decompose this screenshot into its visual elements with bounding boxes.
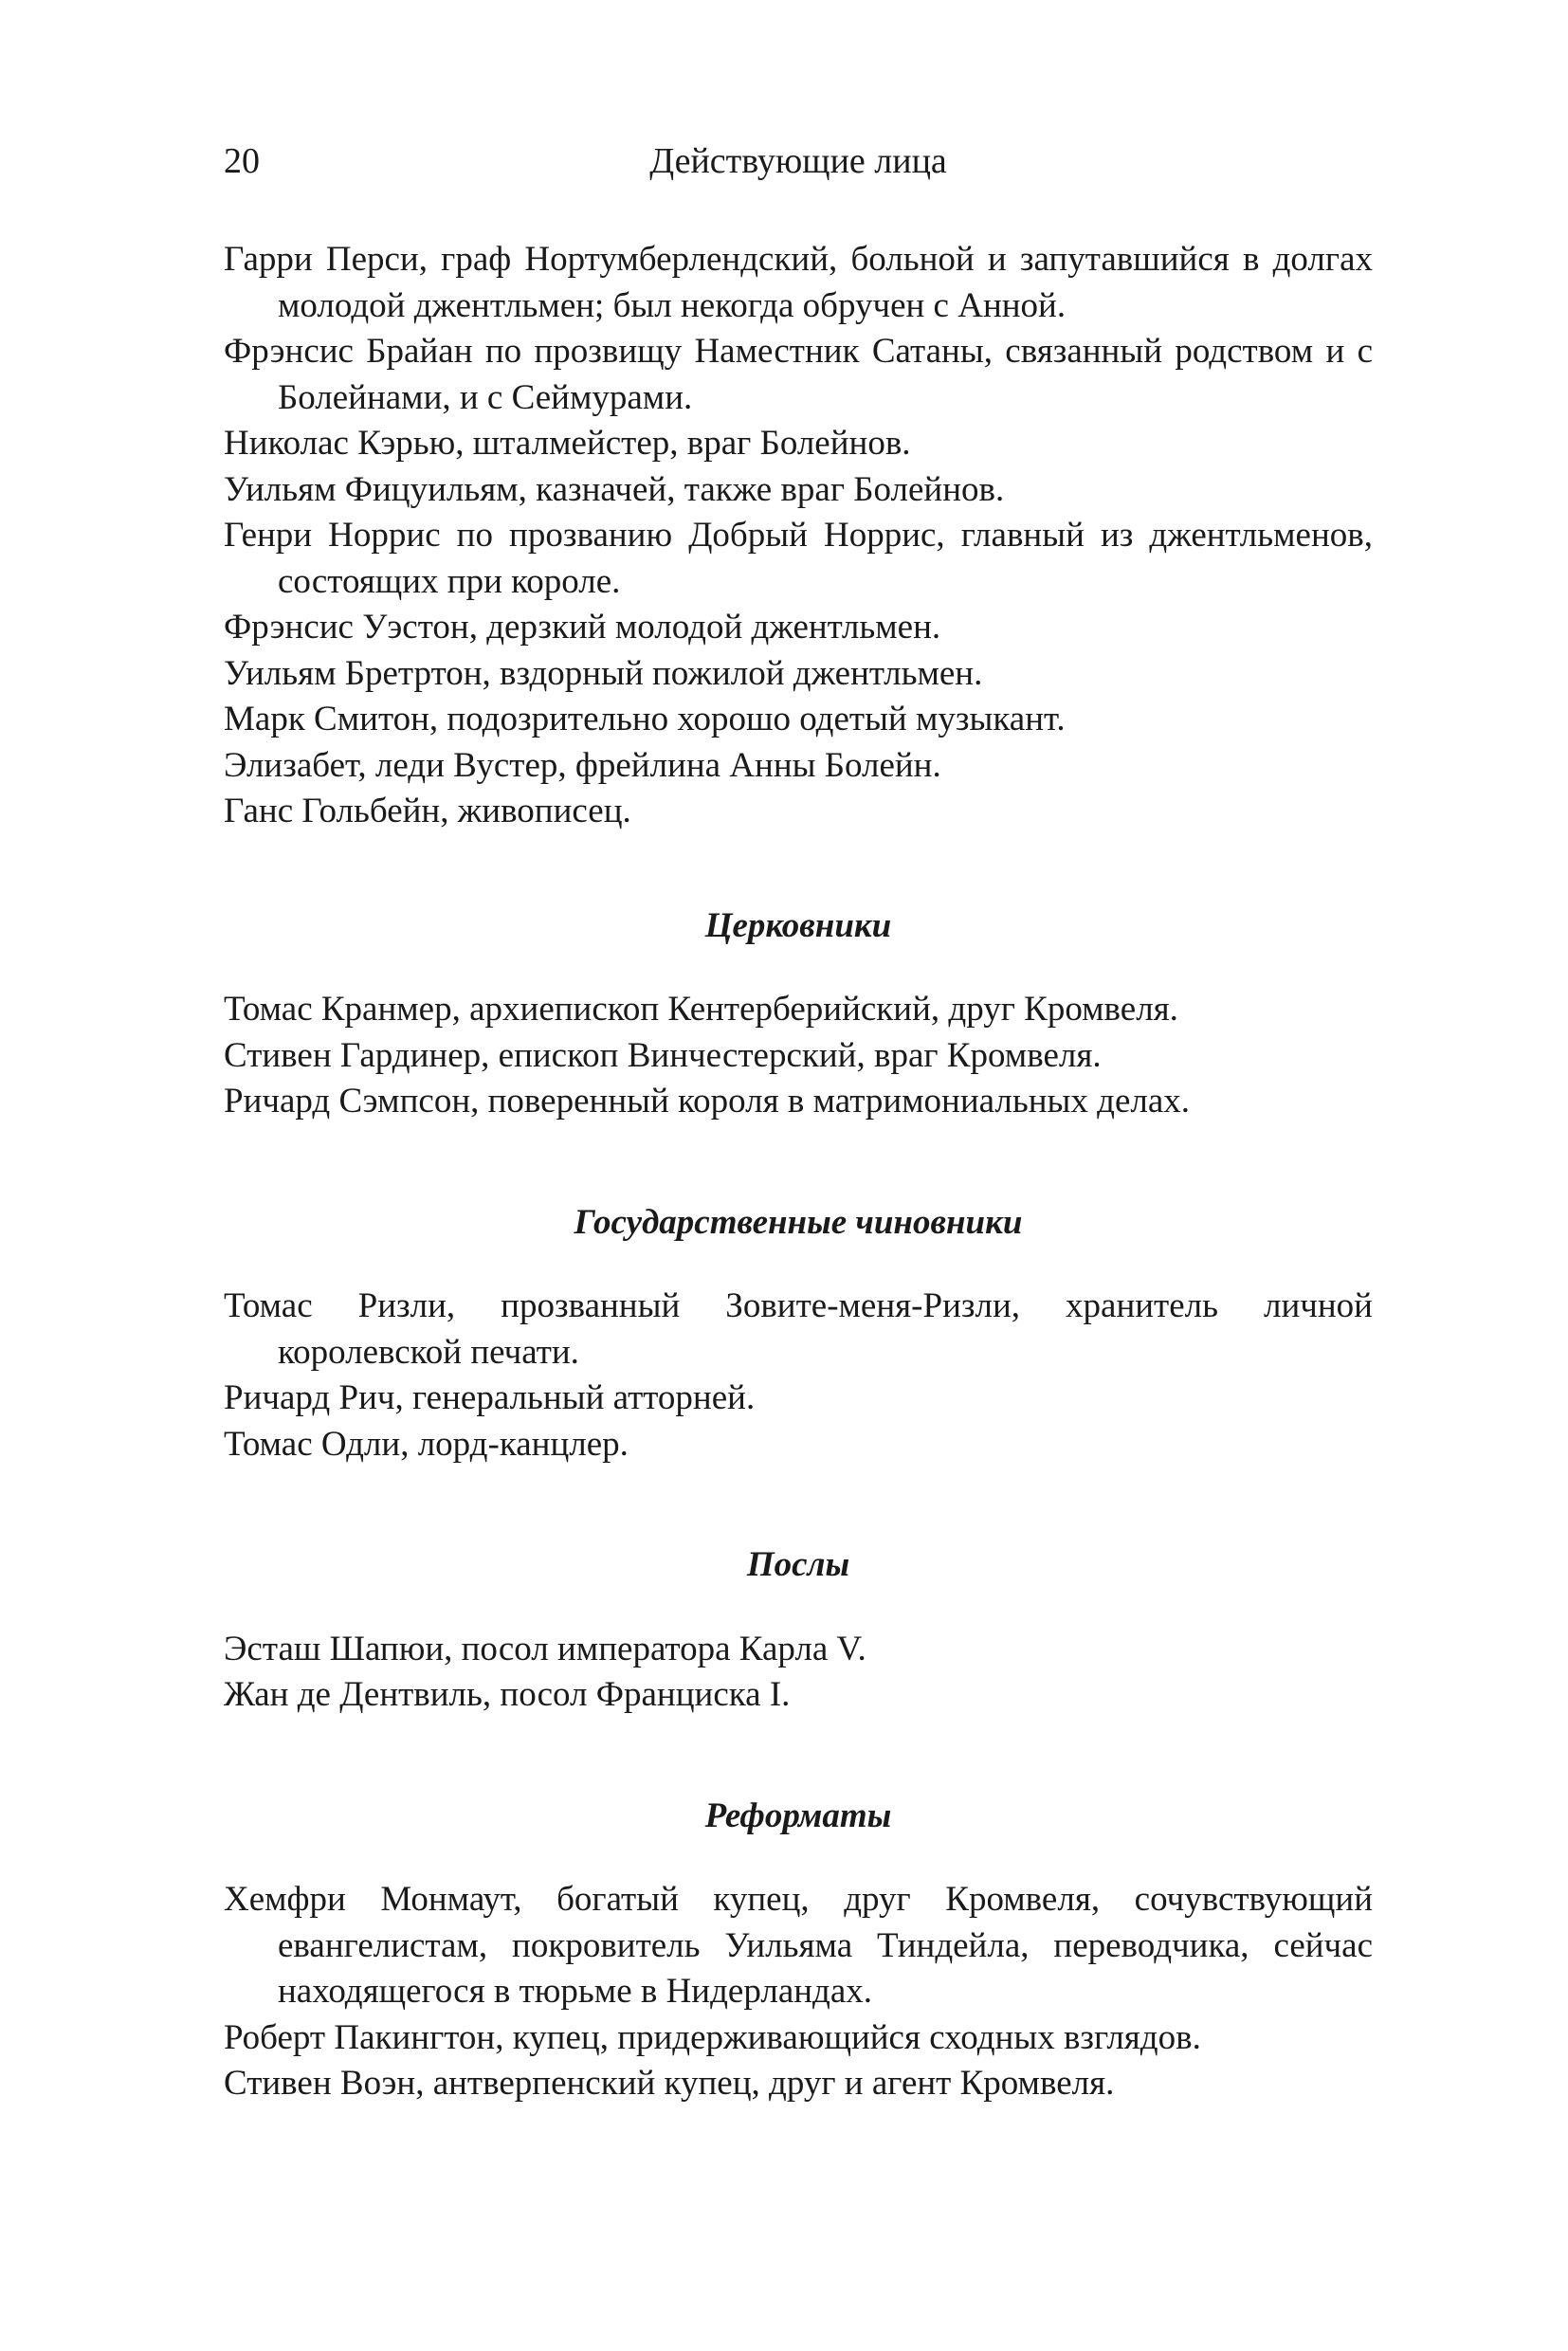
page-number: 20 bbox=[224, 141, 260, 181]
section-heading-clergy: Церковники bbox=[704, 905, 892, 945]
cast-entry: Жан де Дентвиль, посол Франциска I. bbox=[224, 1675, 791, 1714]
cast-entry: Томас Ризли, прозванный Зовите-меня-Ризли, хранитель личной королевской печати. bbox=[224, 1286, 1373, 1372]
clergy-entries bbox=[224, 987, 1373, 1125]
cast-entry: Уильям Фицуильям, казначей, также враг Болейнов. bbox=[224, 469, 1005, 509]
section-heading-officials: Государственные чиновники bbox=[574, 1202, 1023, 1242]
cast-entry: Ганс Гольбейн, живописец. bbox=[224, 792, 631, 830]
cast-list bbox=[224, 237, 1373, 2107]
reformers-entries bbox=[224, 1877, 1373, 2107]
cast-entry: Николас Кэрью, шталмейстер, враг Болейнов. bbox=[224, 424, 911, 463]
cast-entry: Стивен Гардинер, епископ Винчестерский, враг Кромвеля. bbox=[224, 1035, 1102, 1075]
section-heading-reformers: Реформаты bbox=[704, 1795, 892, 1835]
cast-entry: Марк Смитон, подозрительно хорошо одетый музыкант. bbox=[224, 700, 1066, 738]
cast-entry: Фрэнсис Брайан по прозвищу Наместник Сатаны, связанный родством и с Болейнами, и с Сеймурами. bbox=[224, 332, 1373, 417]
cast-entry: Томас Одли, лорд-канцлер. bbox=[224, 1424, 629, 1464]
cast-entry: Генри Норрис по прозванию Добрый Норрис, главный из джентльменов, состоящих при короле. bbox=[224, 516, 1373, 601]
cast-entry: Элизабет, леди Вустер, фрейлина Анны Болейн. bbox=[224, 745, 941, 785]
cast-entry: Томас Кранмер, архиепископ Кентерберийский, друг Кромвеля. bbox=[224, 990, 1178, 1029]
cast-entry: Ричард Рич, генеральный атторней. bbox=[224, 1378, 756, 1417]
ambassadors-entries bbox=[224, 1627, 1373, 1719]
cast-entry: Эсташ Шапюи, посол императора Карла V. bbox=[224, 1629, 866, 1668]
cast-entry: Роберт Пакингтон, купец, придерживающийся сходных взглядов. bbox=[224, 2017, 1201, 2057]
officials-entries bbox=[224, 1284, 1373, 1467]
cast-entry: Гарри Перси, граф Нортумберлендский, больной и запутавшийся в долгах молодой джентльмен; был некогда обручен с Анной. bbox=[224, 240, 1373, 325]
cast-entry: Фрэнсис Уэстон, дерзкий молодой джентльмен. bbox=[224, 608, 941, 647]
running-title: Действующие лица bbox=[649, 141, 947, 181]
running-head bbox=[224, 135, 1373, 188]
cast-entry: Стивен Воэн, антверпенский купец, друг и агент Кромвеля. bbox=[224, 2064, 1115, 2103]
cast-entry: Ричард Сэмпсон, поверенный короля в матримониальных делах. bbox=[224, 1082, 1191, 1121]
court-entries bbox=[224, 237, 1373, 835]
cast-entry: Уильям Бретртон, вздорный пожилой джентльмен. bbox=[224, 653, 983, 693]
section-heading-ambassadors: Послы bbox=[746, 1545, 850, 1584]
cast-entry: Хемфри Монмаут, богатый купец, друг Кромвеля, сочувствующий евангелистам, покровитель Уильяма Тиндейла, переводчика, сейчас находящегося в тюрьме в Нидерландах. bbox=[224, 1880, 1373, 2011]
